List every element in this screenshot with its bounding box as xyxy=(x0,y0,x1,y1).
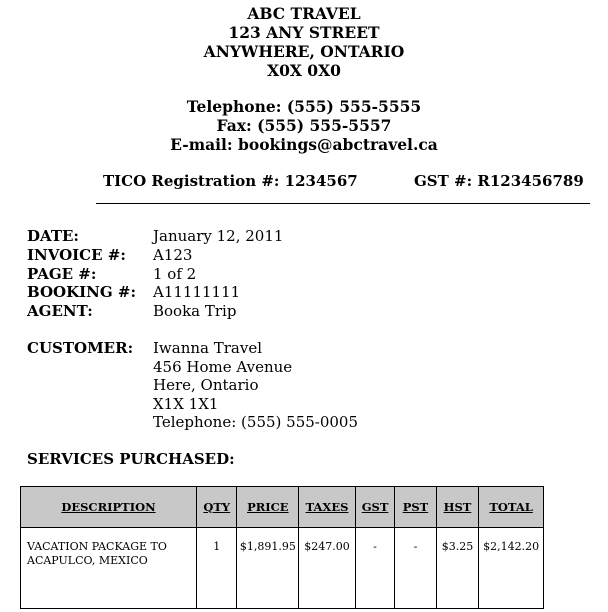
header-gst: GST xyxy=(355,487,394,528)
row-gst: - xyxy=(355,528,394,609)
tico-registration: TICO Registration #: 1234567 xyxy=(103,172,358,190)
row-price: $1,891.95 xyxy=(237,528,299,609)
page-label: PAGE #: xyxy=(27,265,97,283)
customer-name: Iwanna Travel xyxy=(153,339,263,357)
customer-address1: 456 Home Avenue xyxy=(153,358,293,376)
header-qty: QTY xyxy=(197,487,237,528)
customer-postal: X1X 1X1 xyxy=(153,395,219,413)
gst-number: GST #: R123456789 xyxy=(414,172,584,190)
row-description-line2: ACAPULCO, MEXICO xyxy=(27,554,148,567)
header-price: PRICE xyxy=(237,487,299,528)
company-email: E-mail: bookings@abctravel.ca xyxy=(170,135,438,154)
date-label: DATE: xyxy=(27,227,79,245)
row-hst: $3.25 xyxy=(436,528,478,609)
agent-value: Booka Trip xyxy=(153,302,237,320)
company-header xyxy=(0,4,608,80)
booking-value: A11111111 xyxy=(153,283,241,301)
company-telephone: Telephone: (555) 555-5555 xyxy=(186,97,422,116)
row-description-line1: VACATION PACKAGE TO xyxy=(27,540,167,553)
company-fax: Fax: (555) 555-5557 xyxy=(216,116,392,135)
row-total: $2,142.20 xyxy=(479,528,544,609)
company-contact xyxy=(0,97,608,154)
date-value: January 12, 2011 xyxy=(153,227,284,245)
company-postal: X0X 0X0 xyxy=(267,61,341,80)
header-taxes: TAXES xyxy=(299,487,356,528)
row-description xyxy=(21,528,197,609)
header-pst: PST xyxy=(395,487,436,528)
company-name: ABC TRAVEL xyxy=(247,4,361,23)
customer-telephone: Telephone: (555) 555-0005 xyxy=(153,413,359,431)
page-value: 1 of 2 xyxy=(153,265,197,283)
services-table xyxy=(20,486,544,609)
invoice-value: A123 xyxy=(153,246,193,264)
customer-label: CUSTOMER: xyxy=(27,339,134,357)
header-hst: HST xyxy=(436,487,478,528)
header-description: DESCRIPTION xyxy=(21,487,197,528)
services-title: SERVICES PURCHASED: xyxy=(27,450,235,468)
agent-label: AGENT: xyxy=(27,302,93,320)
customer-address2: Here, Ontario xyxy=(153,376,259,394)
services-header-row xyxy=(21,487,544,528)
company-city: ANYWHERE, ONTARIO xyxy=(203,42,405,61)
booking-label: BOOKING #: xyxy=(27,283,136,301)
row-qty: 1 xyxy=(197,528,237,609)
invoice-label: INVOICE #: xyxy=(27,246,126,264)
table-row xyxy=(21,528,544,609)
company-street: 123 ANY STREET xyxy=(228,23,380,42)
row-taxes: $247.00 xyxy=(299,528,356,609)
header-total: TOTAL xyxy=(479,487,544,528)
header-divider xyxy=(96,203,590,204)
row-pst: - xyxy=(395,528,436,609)
